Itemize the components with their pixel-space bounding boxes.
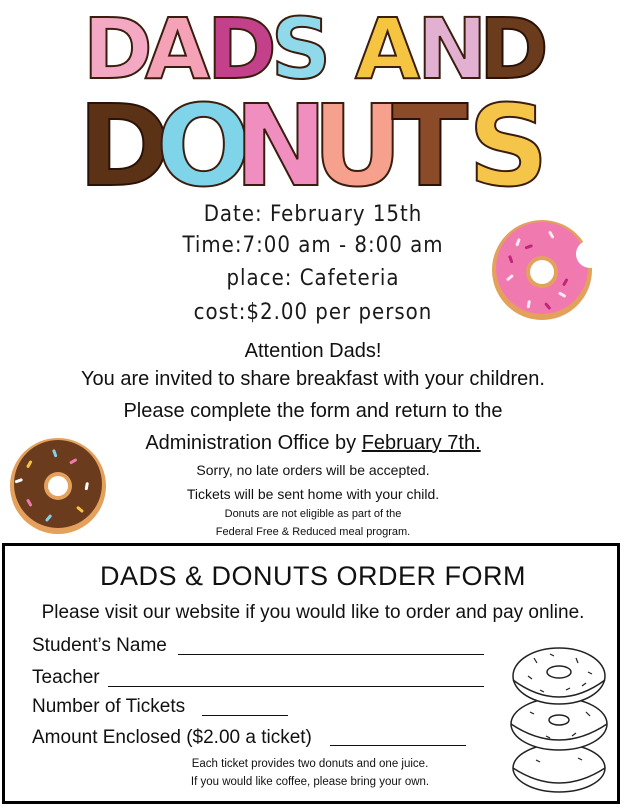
- amount-enclosed-field[interactable]: [330, 745, 466, 746]
- title-dads-and: [0, 0, 626, 98]
- number-of-tickets-label: Number of Tickets: [32, 696, 186, 717]
- title-donuts: [0, 82, 626, 212]
- tickets-note: Tickets will be sent home with your child.: [186, 486, 440, 502]
- order-form-intro: Please visit our website if you would like to order and pay online.: [41, 602, 585, 623]
- title-letter: D: [479, 0, 549, 98]
- title-letter: N: [417, 0, 488, 98]
- title-letter: D: [207, 0, 277, 98]
- no-late-orders-note: Sorry, no late orders will be accepted.: [196, 462, 430, 478]
- event-time: Time:7:00 am - 8:00 am: [182, 233, 444, 258]
- title-letter: S: [270, 0, 332, 98]
- event-place: place: Cafeteria: [226, 266, 400, 291]
- attention-line: Attention Dads!: [244, 340, 382, 362]
- title-letter: A: [355, 0, 421, 98]
- number-of-tickets-field[interactable]: [202, 715, 288, 716]
- invite-line: You are invited to share breakfast with your children.: [81, 368, 545, 390]
- student-name-field[interactable]: [178, 654, 484, 655]
- title-letter: D: [78, 82, 171, 212]
- title-letter: U: [312, 82, 403, 212]
- eligibility-note-2: Federal Free & Reduced meal program.: [215, 526, 411, 538]
- ticket-includes-note: Each ticket provides two donuts and one juice.: [191, 758, 429, 770]
- eligibility-note-1: Donuts are not eligible as part of the: [224, 508, 402, 520]
- title-letter: N: [234, 82, 328, 212]
- title-letter: D: [83, 0, 153, 98]
- teacher-label: Teacher: [32, 667, 100, 688]
- donut-stack-outline-icon: [506, 628, 612, 800]
- event-cost: cost:$2.00 per person: [193, 300, 433, 325]
- event-date: Date: February 15th: [203, 202, 423, 227]
- student-name-label: Student’s Name: [32, 635, 167, 656]
- instruction-line: Please complete the form and return to the: [123, 400, 503, 422]
- amount-enclosed-label: Amount Enclosed ($2.00 a ticket): [32, 727, 312, 748]
- title-letter: A: [145, 0, 211, 98]
- deadline-date: February 7th.: [361, 432, 481, 454]
- title-letter: T: [391, 82, 469, 212]
- title-letter: S: [468, 82, 549, 212]
- teacher-field[interactable]: [108, 686, 484, 687]
- coffee-note: If you would like coffee, please bring your own.: [190, 776, 430, 788]
- deadline-line: [0, 432, 626, 455]
- title-letter: O: [156, 82, 252, 212]
- pink-donut-icon: [488, 214, 600, 326]
- order-form-title: DADS & DONUTS ORDER FORM: [99, 561, 527, 591]
- deadline-prefix: Administration Office by: [145, 432, 362, 454]
